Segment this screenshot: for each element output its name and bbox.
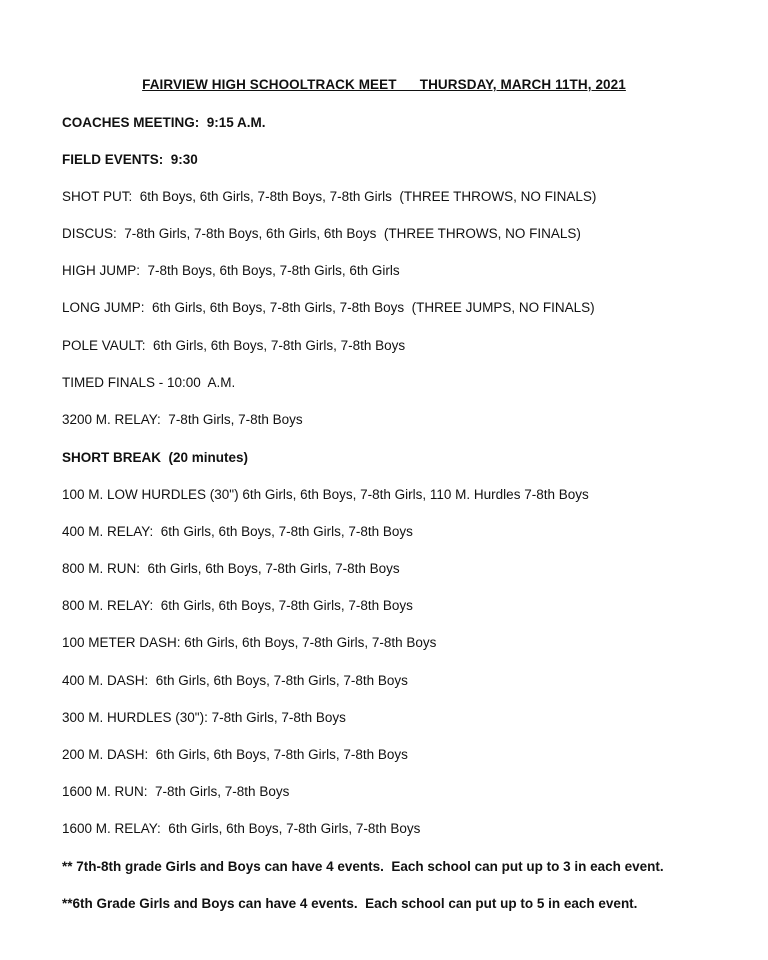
pole-vault-line: POLE VAULT: 6th Girls, 6th Boys, 7-8th Girls, 7-8th Boys	[62, 338, 406, 353]
dash-200-line: 200 M. DASH: 6th Girls, 6th Boys, 7-8th Girls, 7-8th Boys	[62, 747, 408, 762]
coaches-meeting-line: COACHES MEETING: 9:15 A.M.	[62, 115, 266, 130]
relay-800-line: 800 M. RELAY: 6th Girls, 6th Boys, 7-8th Girls, 7-8th Boys	[62, 598, 413, 613]
timed-finals-line: TIMED FINALS - 10:00 A.M.	[62, 375, 236, 390]
relay-1600-line: 1600 M. RELAY: 6th Girls, 6th Boys, 7-8th Girls, 7-8th Boys	[62, 821, 421, 836]
note-6th-grade: **6th Grade Girls and Boys can have 4 events. Each school can put up to 5 in each event.	[62, 896, 638, 911]
high-jump-line: HIGH JUMP: 7-8th Boys, 6th Boys, 7-8th Girls, 6th Girls	[62, 263, 400, 278]
long-jump-line: LONG JUMP: 6th Girls, 6th Boys, 7-8th Girls, 7-8th Boys (THREE JUMPS, NO FINALS)	[62, 300, 595, 315]
field-events-heading: FIELD EVENTS: 9:30	[62, 152, 198, 167]
short-break-heading: SHORT BREAK (20 minutes)	[62, 450, 249, 465]
note-7th-8th-grade: ** 7th-8th grade Girls and Boys can have 4 events. Each school can put up to 3 in each event.	[62, 859, 664, 874]
page-title: FAIRVIEW HIGH SCHOOLTRACK MEET THURSDAY, MARCH 11TH, 2021	[142, 77, 626, 92]
shot-put-line: SHOT PUT: 6th Boys, 6th Girls, 7-8th Boys, 7-8th Girls (THREE THROWS, NO FINALS)	[62, 189, 597, 204]
low-hurdles-100-line: 100 M. LOW HURDLES (30") 6th Girls, 6th Boys, 7-8th Girls, 110 M. Hurdles 7-8th Boys	[62, 487, 589, 502]
relay-400-line: 400 M. RELAY: 6th Girls, 6th Boys, 7-8th Girls, 7-8th Boys	[62, 524, 413, 539]
run-800-line: 800 M. RUN: 6th Girls, 6th Boys, 7-8th Girls, 7-8th Boys	[62, 561, 400, 576]
run-1600-line: 1600 M. RUN: 7-8th Girls, 7-8th Boys	[62, 784, 290, 799]
relay-3200-line: 3200 M. RELAY: 7-8th Girls, 7-8th Boys	[62, 412, 303, 427]
dash-400-line: 400 M. DASH: 6th Girls, 6th Boys, 7-8th Girls, 7-8th Boys	[62, 673, 408, 688]
hurdles-300-line: 300 M. HURDLES (30"): 7-8th Girls, 7-8th Boys	[62, 710, 346, 725]
dash-100-line: 100 METER DASH: 6th Girls, 6th Boys, 7-8th Girls, 7-8th Boys	[62, 635, 437, 650]
discus-line: DISCUS: 7-8th Girls, 7-8th Boys, 6th Girls, 6th Boys (THREE THROWS, NO FINALS)	[62, 226, 581, 241]
